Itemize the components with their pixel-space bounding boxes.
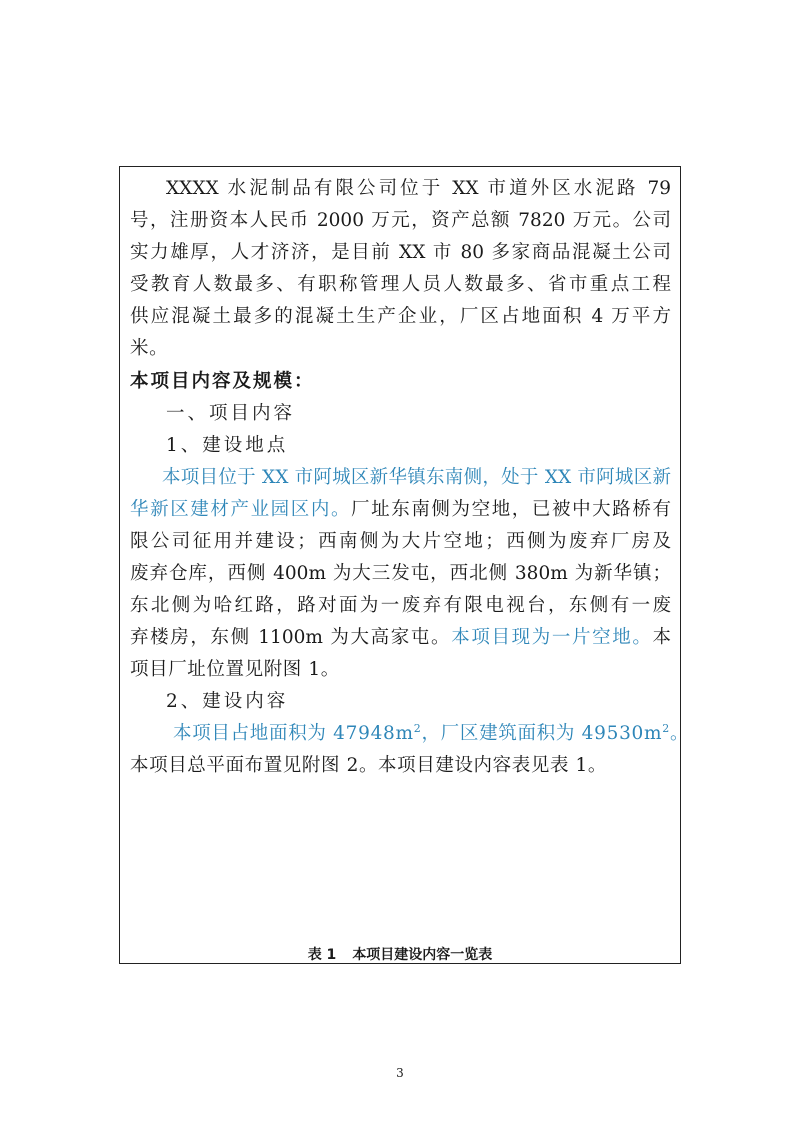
location-line-3: 限公司征用并建设；西南侧为大片空地；西侧为废弃厂房及 xyxy=(130,531,671,552)
intro-line-6: 米。 xyxy=(130,338,169,359)
content-sup-2: 2 xyxy=(662,722,670,735)
location-highlight-park: 华新区建材产业园区内。 xyxy=(130,499,352,520)
content-period: 。 xyxy=(669,723,690,744)
location-line-4: 废弃仓库，西侧 400m 为大三发屯，西北侧 380m 为新华镇； xyxy=(130,563,671,584)
location-line-6-start: 弃楼房，东侧 1100m 为大高家屯。 xyxy=(130,627,452,648)
location-line-1: 本项目位于 XX 市阿城区新华镇东南侧，处于 XX 市阿城区新 xyxy=(162,467,671,488)
location-line-2 xyxy=(130,501,671,520)
scope-heading: 本项目内容及规模： xyxy=(130,371,315,392)
location-line-5: 东北侧为哈红路，路对面为一废弃有限电视台，东侧有一废 xyxy=(130,595,671,616)
subsection-2-heading: 2、建设内容 xyxy=(166,691,289,712)
location-highlight-empty: 本项目现为一片空地。 xyxy=(451,627,653,648)
table-title: 本项目建设内容一览表 xyxy=(352,947,493,963)
content-building-area: ，厂区建筑面积为 49530m xyxy=(421,723,663,744)
location-line-2-rest: 厂址东南侧为空地，已被中大路桥有 xyxy=(351,499,671,520)
intro-line-4: 受教育人数最多、有职称管理人员人数最多、省市重点工程 xyxy=(130,274,671,295)
content-line-1 xyxy=(173,722,690,744)
location-line-7: 项目厂址位置见附图 1。 xyxy=(130,659,340,680)
content-line-2: 本项目总平面布置见附图 2。本项目建设内容表见表 1。 xyxy=(130,755,608,776)
intro-line-5: 供应混凝土最多的混凝土生产企业，厂区占地面积 4 万平方 xyxy=(130,306,671,327)
content-sup-1: 2 xyxy=(413,722,422,735)
intro-line-3: 实力雄厚，人才济济，是目前 XX 市 80 多家商品混凝土公司 xyxy=(130,242,671,263)
content-land-area: 本项目占地面积为 47948m xyxy=(173,723,414,744)
table-number: 表 1 xyxy=(307,947,337,963)
table-caption xyxy=(0,944,800,964)
subsection-1-heading: 1、建设地点 xyxy=(166,435,289,456)
section-1-heading: 一、项目内容 xyxy=(166,403,296,424)
intro-line-1: XXXX 水泥制品有限公司位于 XX 市道外区水泥路 79 xyxy=(166,178,671,199)
page-number: 3 xyxy=(396,1066,404,1080)
location-line-6 xyxy=(130,629,671,648)
intro-line-2: 号，注册资本人民币 2000 万元，资产总额 7820 万元。公司 xyxy=(130,210,671,231)
location-line-6-end: 本 xyxy=(652,627,671,648)
